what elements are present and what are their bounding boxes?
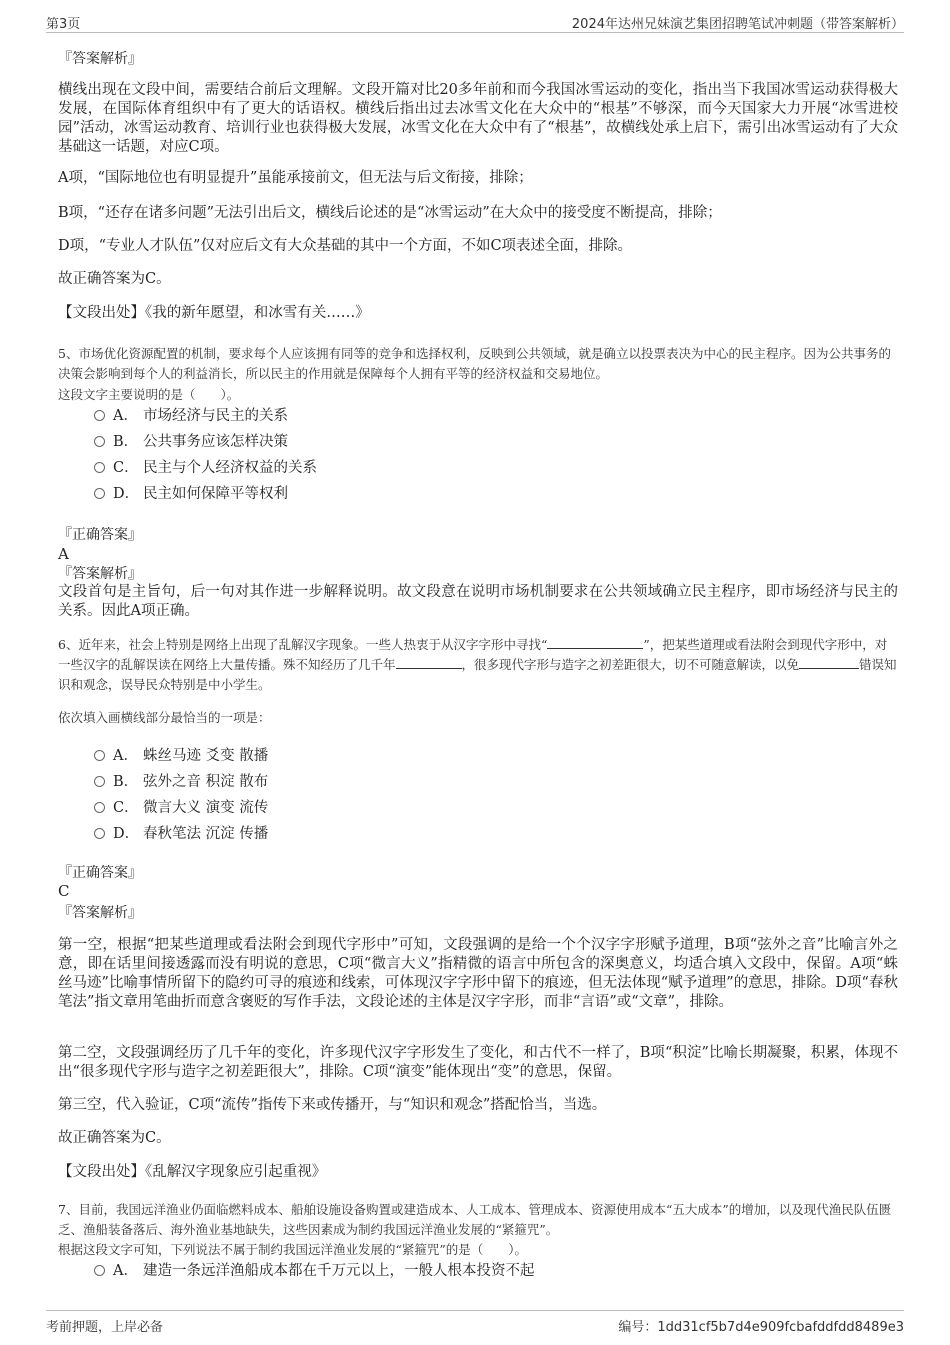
q5-analysis-text: 文段首句是主旨句，后一句对其作进一步解释说明。故文段意在说明市场机制要求在公共领域确立民主程序，即市场经济与民主的关系。因此A项正确。: [58, 584, 898, 619]
option-letter: A．: [113, 748, 138, 764]
option-text: 公共事务应该怎样决策: [143, 434, 288, 450]
option-letter: B．: [113, 774, 139, 790]
footer-slogan: 考前押题，上岸必备: [46, 1320, 164, 1335]
q5-option-c[interactable]: [94, 458, 317, 478]
option-text: 民主与个人经济权益的关系: [143, 460, 317, 476]
q4-source-label: 【文段出处】: [58, 305, 145, 321]
q5-option-b[interactable]: [94, 432, 288, 452]
radio-button-icon[interactable]: [94, 1265, 105, 1276]
option-text: 弦外之音 积淀 散布: [143, 774, 269, 790]
q4-point-d: D项，“专业人才队伍”仅对应后文有大众基础的其中一个方面，不如C项表述全面，排除。: [58, 238, 633, 254]
option-text: 蛛丝马迹 爻变 散播: [143, 748, 269, 764]
q6-analysis-para3: 第三空，代入验证，C项“流传”指传下来或传播开，与“知识和观念”搭配恰当，当选。: [58, 1097, 607, 1113]
blank-3: [799, 656, 859, 669]
q6-source: [58, 1163, 898, 1182]
q6-text-part2: ”，把某些道理或看法附会到现代字形中，对一些汉字的乱解误读在网络上大量传播。殊不知经历了几千年: [58, 637, 888, 672]
option-letter: C．: [113, 460, 139, 476]
option-text: 市场经济与民主的关系: [143, 408, 288, 424]
option-text: 民主如何保障平等权利: [143, 486, 288, 502]
option-letter: B．: [113, 434, 139, 450]
option-letter: C．: [113, 800, 139, 816]
option-letter: A．: [113, 408, 138, 424]
q6-text-part1: 6、近年来，社会上特别是网络上出现了乱解汉字现象。一些人热衷于从汉字字形中寻找“: [58, 637, 548, 652]
q7-question: 7、目前，我国远洋渔业仍面临燃料成本、船舶设施设备购置或建造成本、人工成本、管理成本、资源使用成本“五大成本”的增加，以及现代渔民队伍匮乏、渔船装备落后、海外渔业基地缺失，这些因素成为制约我国远洋渔业发展的“紧箍咒”。: [58, 1202, 892, 1237]
radio-button-icon[interactable]: [94, 776, 105, 787]
q6-answer-label: 『正确答案』: [58, 865, 142, 881]
option-letter: D．: [113, 826, 140, 842]
q7-prompt: 根据这段文字可知，下列说法不属于制约我国远洋渔业发展的“紧箍咒”的是（ ）。: [58, 1242, 528, 1257]
option-text: 建造一条远洋渔船成本都在千万元以上，一般人根本投资不起: [143, 1263, 535, 1279]
blank-2: [396, 656, 462, 669]
q7-option-a[interactable]: [94, 1261, 535, 1281]
option-letter: A．: [113, 1263, 138, 1279]
document-title: 2024年达州兄妹演艺集团招聘笔试冲刺题（带答案解析）: [571, 17, 904, 32]
radio-button-icon[interactable]: [94, 410, 105, 421]
q5-analysis-label: 『答案解析』: [58, 566, 142, 582]
q6-conclusion: 故正确答案为C。: [58, 1130, 171, 1146]
q4-source-text: 《我的新年愿望，和冰雪有关……》: [145, 305, 370, 321]
serial-number: 1dd31cf5b7d4e909fcbafddfdd8489e3: [657, 1320, 904, 1335]
q6-analysis-para1: 第一空，根据“把某些道理或看法附会到现代字形中”可知，文段强调的是给一个个汉字字形赋予道理，B项“弦外之音”比喻言外之意，即在话里间接透露而没有明说的意思，C项“微言大义”指精微的语言中所包含的深奥意义，均适合填入文段中，保留。A项“蛛丝马迹”比喻事情所留下的隐约可寻的痕迹和线索，可体现汉字字形中留下的痕迹，但无法体现“赋予道理”的意思，排除。D项“春秋笔法”指文章用笔曲折而意含褒贬的写作手法，文段论述的主体是汉字字形，而非“言语”或“文章”，排除。: [58, 937, 898, 1010]
q5-option-a[interactable]: [94, 406, 288, 426]
q6-question: [58, 635, 898, 695]
q6-prompt: 依次填入画横线部分最恰当的一项是：: [58, 710, 271, 725]
q5-prompt: 这段文字主要说明的是（ ）。: [58, 387, 240, 402]
page-footer: [46, 1310, 904, 1337]
q5-option-d[interactable]: [94, 484, 288, 504]
radio-button-icon[interactable]: [94, 436, 105, 447]
q4-point-b: B项，“还存在诸多问题”无法引出后文，横线后论述的是“冰雪运动”在大众中的接受度不断提高，排除；: [58, 205, 722, 221]
q6-source-label: 【文段出处】: [58, 1164, 145, 1180]
q4-source: [58, 304, 898, 323]
q5-answer-label: 『正确答案』: [58, 527, 142, 543]
q6-text-part4: 错误知识和观念，误导民众特别是中小学生。: [58, 657, 897, 692]
serial-label: 编号：: [618, 1320, 658, 1335]
option-letter: D．: [113, 486, 140, 502]
q6-source-text: 《乱解汉字现象应引起重视》: [145, 1164, 327, 1180]
q4-analysis-text: 横线出现在文段中间，需要结合前后文理解。文段开篇对比20多年前和而今我国冰雪运动的变化，指出当下我国冰雪运动获得极大发展，在国际体育组织中有了更大的话语权。横线后指出过去冰雪文化在大众中的“根基”不够深，而今天国家大力开展“冰雪进校园”活动，冰雪运动教育、培训行业也获得极大发展，冰雪文化在大众中有了“根基”，故横线处承上启下，需引出冰雪运动有了大众基础这一话题，对应C项。: [58, 82, 898, 155]
radio-button-icon[interactable]: [94, 462, 105, 473]
option-text: 春秋笔法 沉淀 传播: [143, 826, 269, 842]
q6-option-a[interactable]: [94, 746, 268, 766]
q5-question: 5、市场优化资源配置的机制，要求每个人应该拥有同等的竞争和选择权利，反映到公共领域，就是确立以投票表决为中心的民主程序。因为公共事务的决策会影响到每个人的利益消长，所以民主的作用就是保障每个人拥有平等的经济权益和交易地位。: [58, 346, 891, 381]
q4-analysis-label: 『答案解析』: [58, 51, 142, 67]
radio-button-icon[interactable]: [94, 802, 105, 813]
q6-analysis-label: 『答案解析』: [58, 905, 142, 921]
q6-answer: C: [58, 882, 70, 900]
q6-option-d[interactable]: [94, 824, 268, 844]
page-header: [46, 10, 904, 33]
q6-analysis-para2: 第二空，文段强调经历了几千年的变化，许多现代汉字字形发生了变化，和古代不一样了，B项“积淀”比喻长期凝聚，积累，体现不出“很多现代字形与造字之初差距很大”，排除。C项“演变”能体现出“变”的意思，保留。: [58, 1045, 898, 1080]
footer-serial: [618, 1316, 904, 1335]
blank-1: [547, 636, 643, 649]
radio-button-icon[interactable]: [94, 828, 105, 839]
q6-text-part3: ，很多现代字形与造字之初差距很大，切不可随意解读，以免: [461, 657, 800, 672]
q5-answer: A: [58, 545, 69, 563]
radio-button-icon[interactable]: [94, 488, 105, 499]
q6-option-b[interactable]: [94, 772, 268, 792]
page-number: 第3页: [46, 17, 81, 32]
option-text: 微言大义 演变 流传: [143, 800, 269, 816]
q4-conclusion: 故正确答案为C。: [58, 271, 171, 287]
q4-point-a: A项，“国际地位也有明显提升”虽能承接前文，但无法与后文衔接，排除；: [58, 170, 533, 186]
q6-option-c[interactable]: [94, 798, 268, 818]
radio-button-icon[interactable]: [94, 750, 105, 761]
